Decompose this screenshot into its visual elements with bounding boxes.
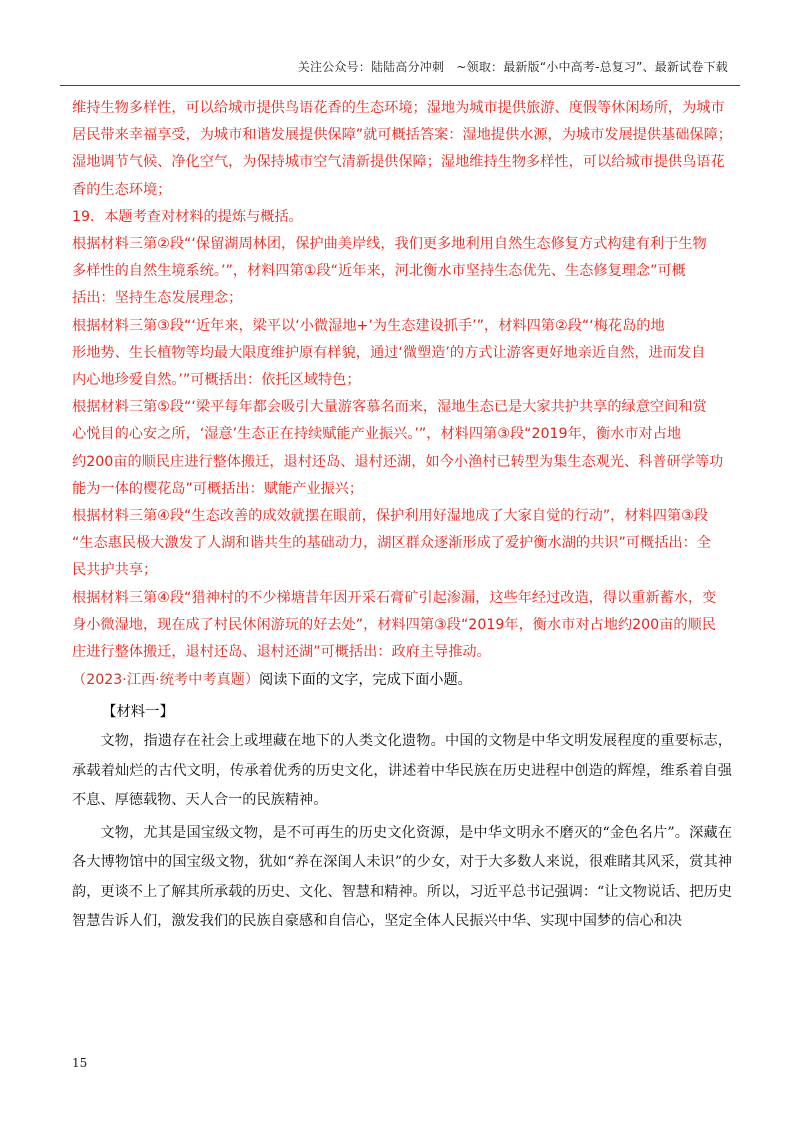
answer-line: 约200亩的顺民庄进行整体搬迁，退村还岛、退村还湖，如今小渔村已转型为集生态观光、科普研学等功 bbox=[72, 453, 724, 470]
material-paragraph: 文物，尤其是国宝级文物，是不可再生的历史文化资源，是中华文明永不磨灭的“金色名片”。深藏在各大博物馆中的国宝级文物，犹如“养在深闺人未识”的少女，对于大多数人来说，很难睹其风采，赏其神韵，更谈不上了解其所承载的历史、文化、智慧和精神。所以，习近平总书记强调：“让文物说话、把历史智慧告诉人们，激发我们的民族自豪感和自信心，坚定全体人民振兴中华、实现中国梦的信心和决 bbox=[72, 824, 732, 930]
answer-line: 能为一体的樱花岛”可概括出：赋能产业振兴； bbox=[72, 480, 364, 497]
answer-line: 心悦目的心安之所，‘湿意’生态正在持续赋能产业振兴。’”，材料四第③段“2019年，衡水市对占地 bbox=[72, 426, 682, 443]
page-header: 关注公众号：陆陆高分冲刺 ~领取：最新版“小中高考-总复习”、最新试卷下载 bbox=[297, 60, 728, 74]
question-source bbox=[72, 666, 732, 695]
answer-line: 根据材料三第⑤段“‘梁平每年都会吸引大量游客慕名而来，湿地生态已是大家共护共享的绿意空间和赏 bbox=[72, 399, 707, 416]
material-paragraph: 文物，指遗存在社会上或埋藏在地下的人类文化遗物。中国的文物是中华文明发展程度的重要标志，承载着灿烂的古代文明，传承着优秀的历史文化，讲述着中华民族在历史进程中创造的辉煌，维系着自强不息、厚德载物、天人合一的民族精神。 bbox=[72, 733, 732, 809]
answer-line: “生态惠民极大激发了人湖和谐共生的基础动力，湖区群众逐渐形成了爱护衡水湖的共识”可概括出：全 bbox=[72, 535, 711, 552]
answer-line: 居民带来幸福享受，为城市和谐发展提供保障”就可概括答案：湿地提供水源，为城市发展提供基础保障； bbox=[72, 127, 732, 144]
source-tag: （2023·江西·统考中考真题） bbox=[72, 672, 260, 689]
page-number: 15 bbox=[72, 1056, 88, 1070]
answer-line: 维持生物多样性，可以给城市提供鸟语花香的生态环境；湿地为城市提供旅游、度假等休闲场所，为城市 bbox=[72, 100, 725, 116]
source-instruction: 阅读下面的文字，完成下面小题。 bbox=[259, 672, 472, 689]
answer-line: 湿地调节气候、净化空气，为保持城市空气清新提供保障；湿地维持生物多样性，可以给城市提供鸟语花 bbox=[72, 154, 725, 171]
answer-line: 根据材料三第③段“‘近年来，梁平以‘小微湿地+’为生态建设抓手’”，材料四第②段“‘梅花岛的地 bbox=[72, 317, 665, 334]
answer-line: 根据材料三第②段“‘保留湖周林团，保护曲美岸线，我们更多地利用自然生态修复方式构建有利于生物 bbox=[72, 236, 707, 253]
answer-line: 括出：坚持生态发展理念； bbox=[72, 290, 243, 307]
answer-line: 内心地珍爱自然。’”可概括出：依托区域特色； bbox=[72, 372, 361, 389]
answer-line: 多样性的自然生境系统。’”，材料四第①段“近年来，河北衡水市坚持生态优先、生态修复理念”可概 bbox=[72, 263, 686, 280]
answer-line: 根据材料三第④段“猎神村的不少梯塘昔年因开采石膏矿引起渗漏，这些年经过改造，得以重新蓄水，变 bbox=[72, 589, 717, 606]
material-label: 【材料一】 bbox=[102, 704, 174, 721]
answer-line: 根据材料三第④段“生态改善的成效就摆在眼前，保护利用好湿地成了大家自觉的行动”，材料四第③段 bbox=[72, 508, 709, 525]
answer-line: 庄进行整体搬迁，退村还岛、退村还湖”可概括出：政府主导推动。 bbox=[72, 644, 491, 661]
answer-line: 19．本题考查对材料的提炼与概括。 bbox=[72, 208, 303, 225]
answer-line: 身小微湿地，现在成了村民休闲游玩的好去处”，材料四第③段“2019年，衡水市对占地约200亩的顺民 bbox=[72, 616, 716, 633]
header-divider bbox=[60, 85, 740, 86]
material-text bbox=[72, 727, 732, 937]
answer-line: 形地势、生长植物等均最大限度维护原有样貌，通过‘微塑造’的方式让游客更好地亲近自然，进而发自 bbox=[72, 344, 706, 361]
answer-line: 民共护共享； bbox=[72, 562, 158, 579]
page-content bbox=[72, 95, 732, 937]
answer-line: 香的生态环境； bbox=[72, 181, 172, 198]
answer-explanation bbox=[72, 95, 732, 666]
